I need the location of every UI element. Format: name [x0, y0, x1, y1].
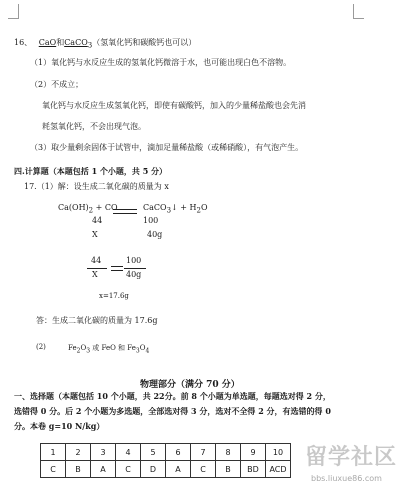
table-header-cell: 6: [166, 444, 191, 461]
fraction-right-denominator: 40g: [126, 270, 142, 279]
q16-note: （氢氧化钙和碳酸钙也可以）: [92, 38, 197, 47]
table-header-cell: 4: [116, 444, 141, 461]
table-answer-cell: B: [216, 461, 241, 478]
physics-intro-line1: 一、选择题（本题包括 10 个小题，共 22分。前 8 个小题为单选题，每题选对得 2 分，: [14, 391, 331, 401]
q17-part2-label: (2): [36, 343, 46, 351]
q16-line: [14, 37, 196, 50]
watermark-logo: 留学社区: [305, 445, 398, 470]
mass-44: 44: [92, 216, 103, 225]
answer-table-header-row: [41, 444, 291, 461]
q16-answer-caco3: CaCO$_3$: [64, 38, 93, 50]
table-answer-cell: D: [141, 461, 166, 478]
given-40g: 40g: [147, 230, 163, 239]
q16-part2-line1: 氧化钙与水反应生成氢氧化钙，即使有碳酸钙，加入的少量稀盐酸也会先消: [42, 101, 306, 110]
q17-intro: 17.（1）解：设生成二氧化碳的质量为 x: [24, 182, 169, 191]
physics-intro-line3: 分。本卷 g=10 N/kg）: [14, 421, 105, 431]
physics-intro-line2: 选错得 0 分。后 2 个小题为多选题，全部选对得 3 分，选对不全得 2 分，有选错的得 0: [14, 406, 331, 416]
fraction-right-numerator: 100: [126, 256, 142, 265]
q16-part1: （1）氧化钙与水反应生成的氢氧化钙微溶于水，也可能出现白色不溶物。: [30, 58, 292, 67]
q16-part2: （2）不成立；: [30, 80, 84, 89]
mass-100: 100: [143, 216, 159, 225]
watermark-url: bbs.liuxue86.com: [311, 474, 382, 483]
table-header-cell: 5: [141, 444, 166, 461]
q16-and: 和: [56, 38, 65, 47]
page-corner-mark-right: [353, 4, 364, 19]
table-header-cell: 8: [216, 444, 241, 461]
table-answer-cell: C: [191, 461, 216, 478]
fraction-left-denominator: X: [92, 270, 98, 279]
fraction-right-bar: [124, 268, 146, 269]
q16-answer-cao: CaO: [38, 38, 57, 47]
q16-number: 16、: [14, 38, 33, 47]
watermark: [305, 440, 401, 495]
q17-part2-answer: $Fe_2O_3$ 或 FeO 和 $Fe_3O_4$: [68, 344, 150, 355]
q16-part2-line2: 耗氢氧化钙，不会出现气泡。: [42, 122, 146, 131]
physics-title: 物理部分（满分 70 分）: [140, 380, 240, 390]
q16-part3: （3）取少量剩余固体于试管中，滴加足量稀盐酸（或稀硝酸），有气泡产生。: [30, 143, 304, 152]
table-answer-cell: C: [116, 461, 141, 478]
equation-left: $Ca(OH)_2$ + CO: [58, 203, 118, 215]
table-header-cell: 2: [66, 444, 91, 461]
calc-result: x=17.6g: [99, 292, 129, 300]
page-corner-mark-left: [8, 4, 19, 19]
calc-answer: 答：生成二氧化碳的质量为 17.6g: [36, 316, 158, 325]
table-answer-cell: A: [91, 461, 116, 478]
proportion-equals: [111, 266, 123, 271]
table-header-cell: 3: [91, 444, 116, 461]
table-header-cell: 1: [41, 444, 66, 461]
table-answer-cell: A: [166, 461, 191, 478]
table-header-cell: 7: [191, 444, 216, 461]
unknown-x: X: [92, 230, 98, 239]
table-answer-cell: B: [66, 461, 91, 478]
fraction-left-bar: [87, 268, 107, 269]
table-header-cell: 9: [241, 444, 266, 461]
answer-table: [40, 443, 291, 478]
table-answer-cell: ACD: [266, 461, 291, 478]
calc-heading: 四.计算题（本题包括 1 个小题，共 5 分）: [14, 166, 168, 176]
equation-equals: [113, 209, 137, 214]
equation-right: CaCO$_3$↓ + $H_2O$: [143, 203, 208, 215]
fraction-left-numerator: 44: [91, 256, 102, 265]
table-header-cell: 10: [266, 444, 291, 461]
table-answer-cell: BD: [241, 461, 266, 478]
answer-table-answer-row: [41, 461, 291, 478]
table-answer-cell: C: [41, 461, 66, 478]
